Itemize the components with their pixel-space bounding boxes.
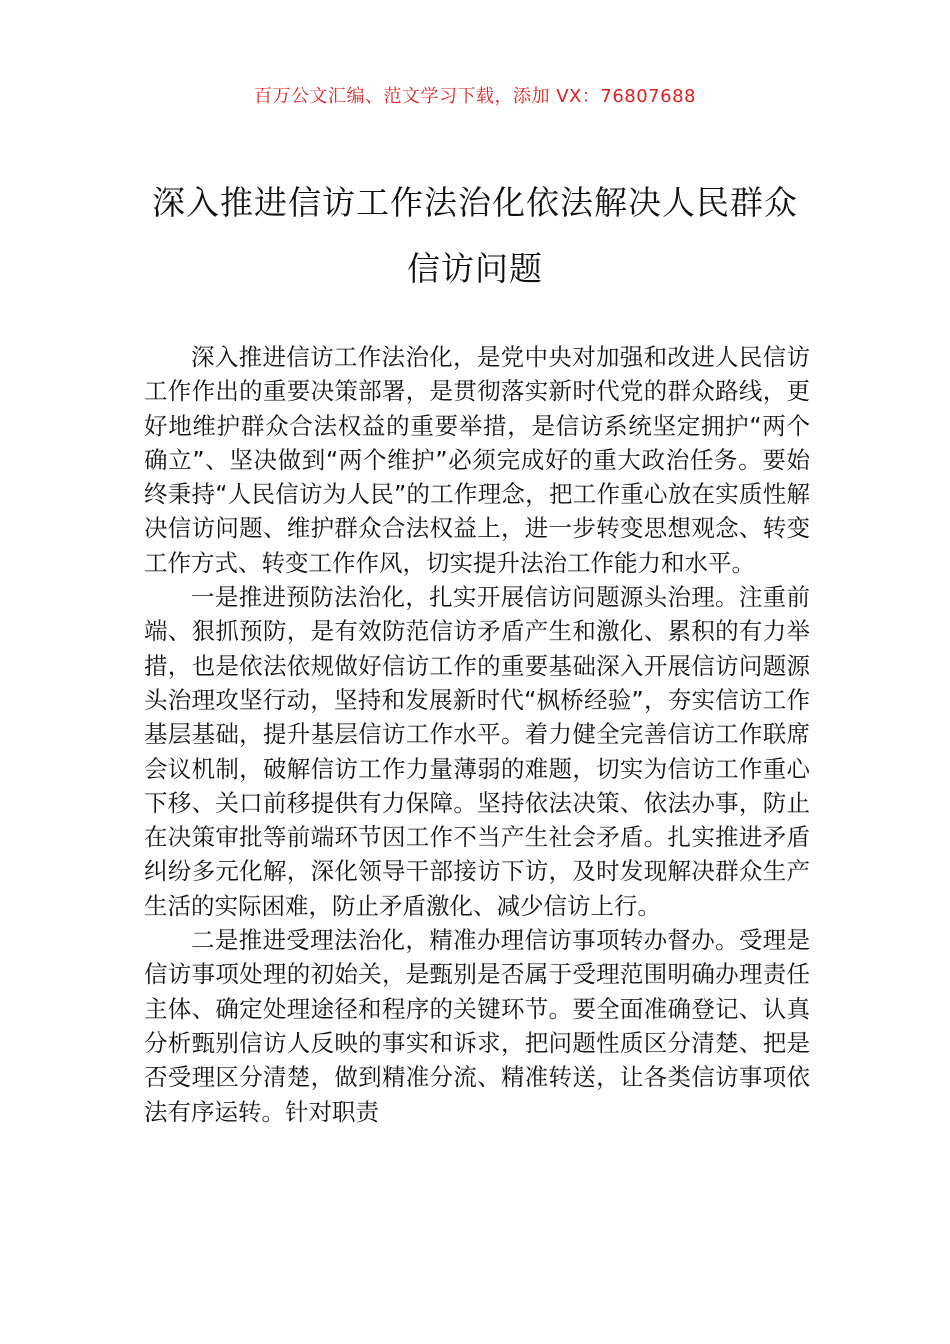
paragraph-point-one: 一是推进预防法治化，扎实开展信访问题源头治理。注重前端、狠抓预防，是有效防范信访矛盾产生和激化、累积的有力举措，也是依法依规做好信访工作的重要基础深入开展信访问题源头治理攻坚行动，坚持和发展新时代“枫桥经验”，夯实信访工作基层基础，提升基层信访工作水平。着力健全完善信访工作联席会议机制，破解信访工作力量薄弱的难题，切实为信访工作重心下移、关口前移提供有力保障。坚持依法决策、依法办事，防止在决策审批等前端环节因工作不当产生社会矛盾。扎实推进矛盾纠纷多元化解，深化领导干部接访下访，及时发现解决群众生产生活的实际困难，防止矛盾激化、减少信访上行。 — [144, 583, 810, 920]
header-note: 百万公文汇编、范文学习下载，添加 VX：76807688 — [254, 86, 696, 107]
paragraph-point-two: 二是推进受理法治化，精准办理信访事项转办督办。受理是信访事项处理的初始关，是甄别是否属于受理范围明确办理责任主体、确定处理途径和程序的关键环节。要全面准确登记、认真分析甄别信访人反映的事实和诉求，把问题性质区分清楚、把是否受理区分清楚，做到精准分流、精准转送，让各类信访事项依法有序运转。针对职责 — [144, 926, 810, 1126]
document-title: 深入推进信访工作法治化依法解决人民群众信访问题 — [152, 183, 798, 288]
paragraph-intro: 深入推进信访工作法治化，是党中央对加强和改进人民信访工作作出的重要决策部署，是贯彻落实新时代党的群众路线，更好地维护群众合法权益的重要举措，是信访系统坚定拥护“两个确立”、坚决做到“两个维护”必须完成好的重大政治任务。要始终秉持“人民信访为人民”的工作理念，把工作重心放在实质性解决信访问题、维护群众合法权益上，进一步转变思想观念、转变工作方式、转变工作作风，切实提升法治工作能力和水平。 — [144, 343, 810, 577]
document-body — [144, 340, 810, 1129]
